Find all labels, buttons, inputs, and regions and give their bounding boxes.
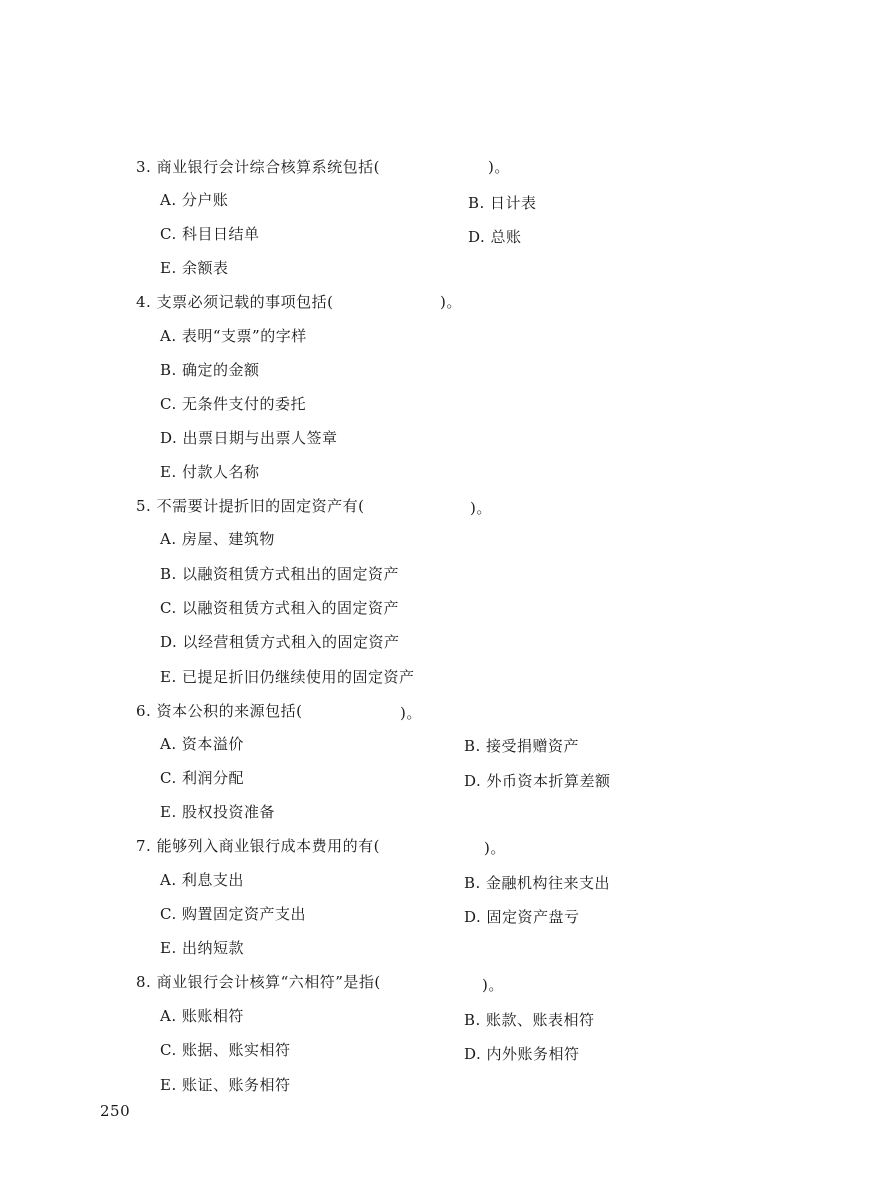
question-3-option-a: A. 分户账: [160, 191, 229, 209]
question-6-option-b: B. 接受捐赠资产: [464, 737, 580, 755]
question-5-stem: 5. 不需要计提折旧的固定资产有(: [136, 497, 365, 515]
question-7-close: )。: [484, 839, 506, 857]
question-7-option-a: A. 利息支出: [160, 871, 244, 889]
question-3-stem: 3. 商业银行会计综合核算系统包括(: [136, 158, 380, 176]
question-7-option-c: C. 购置固定资产支出: [160, 905, 306, 923]
question-8-stem: 8. 商业银行会计核算“六相符”是指(: [136, 973, 381, 991]
question-5-option-b: B. 以融资租赁方式租出的固定资产: [160, 565, 400, 583]
page-number: 250: [100, 1102, 131, 1120]
question-4-option-c: C. 无条件支付的委托: [160, 395, 306, 413]
question-4-stem: 4. 支票必须记载的事项包括(: [136, 293, 334, 311]
question-3-option-e: E. 余额表: [160, 259, 229, 277]
question-8-close: )。: [482, 976, 504, 994]
question-3-option-c: C. 科目日结单: [160, 225, 260, 243]
question-8-option-d: D. 内外账务相符: [464, 1045, 580, 1063]
question-8-option-a: A. 账账相符: [160, 1007, 244, 1025]
question-6-option-d: D. 外币资本折算差额: [464, 772, 611, 790]
question-5-option-e: E. 已提足折旧仍继续使用的固定资产: [160, 668, 415, 686]
question-4-close: )。: [440, 293, 462, 311]
question-5-close: )。: [470, 499, 492, 517]
question-5-option-a: A. 房屋、建筑物: [160, 530, 275, 548]
question-6-stem: 6. 资本公积的来源包括(: [136, 702, 303, 720]
question-3-option-d: D. 总账: [468, 228, 522, 246]
question-6-option-a: A. 资本溢价: [160, 735, 244, 753]
question-8-option-e: E. 账证、账务相符: [160, 1076, 291, 1094]
question-6-option-c: C. 利润分配: [160, 769, 244, 787]
question-3-option-b: B. 日计表: [468, 194, 537, 212]
question-3-close: )。: [488, 158, 510, 176]
question-4-option-a: A. 表明“支票”的字样: [160, 327, 307, 345]
question-7-option-e: E. 出纳短款: [160, 939, 244, 957]
question-6-option-e: E. 股权投资准备: [160, 803, 275, 821]
question-5-option-c: C. 以融资租赁方式租入的固定资产: [160, 599, 399, 617]
question-8-option-c: C. 账据、账实相符: [160, 1041, 291, 1059]
question-4-option-b: B. 确定的金额: [160, 361, 260, 379]
question-4-option-e: E. 付款人名称: [160, 463, 260, 481]
question-7-option-b: B. 金融机构往来支出: [464, 874, 611, 892]
question-5-option-d: D. 以经营租赁方式租入的固定资产: [160, 633, 400, 651]
question-4-option-d: D. 出票日期与出票人签章: [160, 429, 338, 447]
question-6-close: )。: [400, 704, 422, 722]
question-8-option-b: B. 账款、账表相符: [464, 1011, 595, 1029]
question-7-stem: 7. 能够列入商业银行成本费用的有(: [136, 837, 380, 855]
question-7-option-d: D. 固定资产盘亏: [464, 908, 580, 926]
